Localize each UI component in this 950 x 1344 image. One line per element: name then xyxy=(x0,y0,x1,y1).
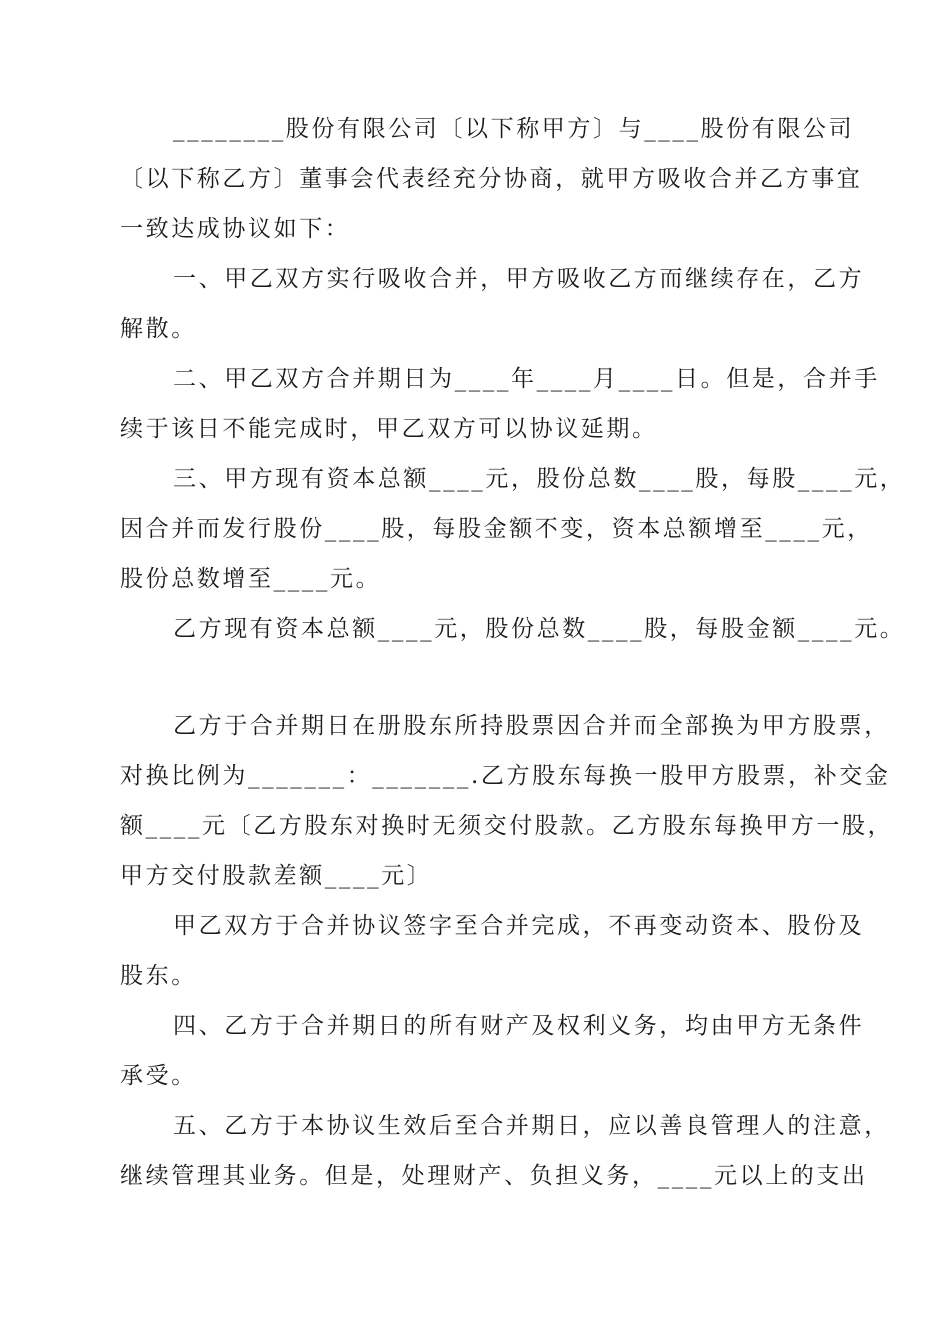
text-line: 股份总数增至____元。 xyxy=(120,566,382,592)
text-line: 一、甲乙双方实行吸收合并，甲方吸收乙方而继续存在，乙方 xyxy=(173,266,865,292)
text-line: 〔以下称乙方〕董事会代表经充分协商，就甲方吸收合并乙方事宜 xyxy=(120,166,863,192)
text-line: 继续管理其业务。但是，处理财产、负担义务，____元以上的支出 xyxy=(120,1163,868,1189)
text-line: 乙方于合并期日在册股东所持股票因合并而全部换为甲方股票， xyxy=(173,713,890,739)
text-line: 甲乙双方于合并协议签字至合并完成，不再变动资本、股份及 xyxy=(173,913,865,939)
text-line: 股东。 xyxy=(120,963,197,989)
text-line: 因合并而发行股份____股，每股金额不变，资本总额增至____元， xyxy=(120,516,873,542)
text-line: 续于该日不能完成时，甲乙双方可以协议延期。 xyxy=(120,416,658,442)
text-line: ________股份有限公司〔以下称甲方〕与____股份有限公司 xyxy=(173,116,855,142)
text-line: 二、甲乙双方合并期日为____年____月____日。但是，合并手 xyxy=(173,366,880,392)
text-line: 对换比例为_______：_______.乙方股东每换一股甲方股票，补交金 xyxy=(120,763,891,789)
text-line: 一致达成协议如下： xyxy=(120,216,351,242)
text-line: 额____元〔乙方股东对换时无须交付股款。乙方股东每换甲方一股， xyxy=(120,813,894,839)
text-line: 三、甲方现有资本总额____元，股份总数____股，每股____元， xyxy=(173,466,906,492)
text-line: 五、乙方于本协议生效后至合并期日，应以善良管理人的注意， xyxy=(173,1113,890,1139)
text-line: 承受。 xyxy=(120,1063,197,1089)
text-line: 甲方交付股款差额____元〕 xyxy=(120,863,433,889)
text-line: 解散。 xyxy=(120,316,197,342)
text-line: 乙方现有资本总额____元，股份总数____股，每股金额____元。 xyxy=(173,616,906,642)
text-line: 四、乙方于合并期日的所有财产及权利义务，均由甲方无条件 xyxy=(173,1013,865,1039)
